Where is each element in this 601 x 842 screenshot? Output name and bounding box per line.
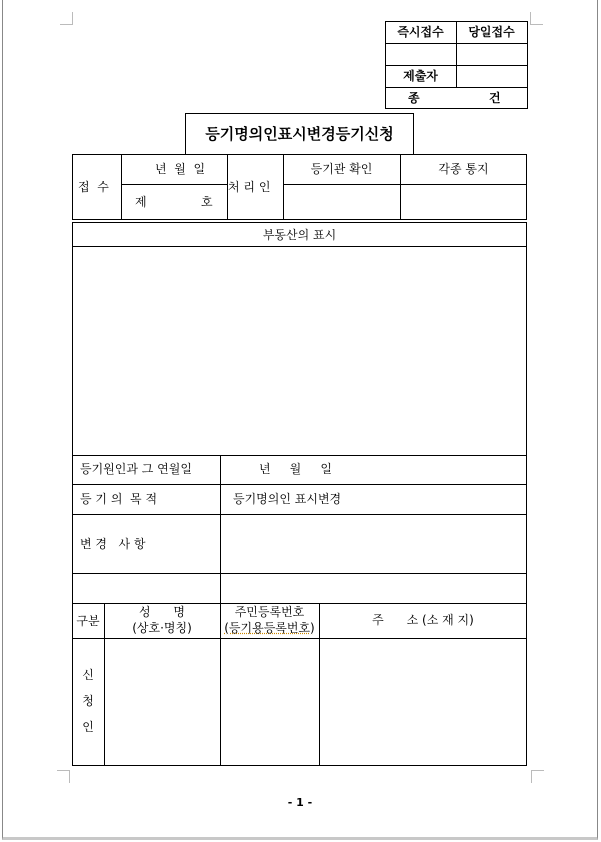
change-field[interactable] (221, 515, 526, 572)
purpose-value[interactable]: 등기명의인 표시변경 (233, 492, 342, 506)
crop-mark (60, 12, 73, 25)
cause-label: 등기원인과 그 연월일 (80, 462, 192, 476)
immediate-receipt-label: 즉시접수 (397, 25, 444, 39)
col-address: 주 소 (소 재 지) (372, 613, 474, 627)
processor-label: 처 리 인 (228, 180, 271, 194)
col-name: 성 명 (138, 605, 186, 619)
col-name-sub: (상호·명칭) (132, 621, 192, 635)
reception-number-suffix: 호 (201, 195, 213, 209)
purpose-label: 등 기 의 목 적 (80, 492, 158, 506)
reception-date: 년 월 일 (155, 162, 206, 176)
property-description-field[interactable] (73, 247, 526, 454)
page-title: 등기명의인표시변경등기신청 (205, 125, 394, 143)
change-label: 변 경 사 항 (80, 537, 146, 551)
total-label: 종 (408, 91, 420, 105)
reception-number-prefix: 제 (135, 195, 147, 209)
registrar-check-label: 등기관 확인 (310, 162, 373, 176)
applicant-label-1: 신 (82, 668, 94, 682)
col-id-sub: (등기용등록번호) (224, 621, 315, 635)
reception-label: 접 수 (78, 180, 109, 194)
submitter-label: 제출자 (403, 69, 438, 83)
notices-label: 각종 통지 (438, 162, 489, 176)
crop-mark (531, 770, 544, 783)
col-id: 주민등록번호 (234, 605, 305, 619)
crop-mark (57, 770, 70, 783)
applicant-label-2: 청 (82, 694, 94, 708)
crop-mark (530, 12, 543, 25)
property-header: 부동산의 표시 (262, 228, 337, 242)
extra-field[interactable] (221, 574, 526, 602)
cause-value[interactable]: 년 월 일 (259, 462, 332, 476)
page-number: - 1 - (287, 796, 313, 809)
same-day-receipt-label: 당일접수 (468, 25, 515, 39)
count-unit-label: 건 (489, 91, 501, 105)
applicant-label-3: 인 (82, 720, 94, 734)
col-type: 구분 (76, 614, 100, 628)
